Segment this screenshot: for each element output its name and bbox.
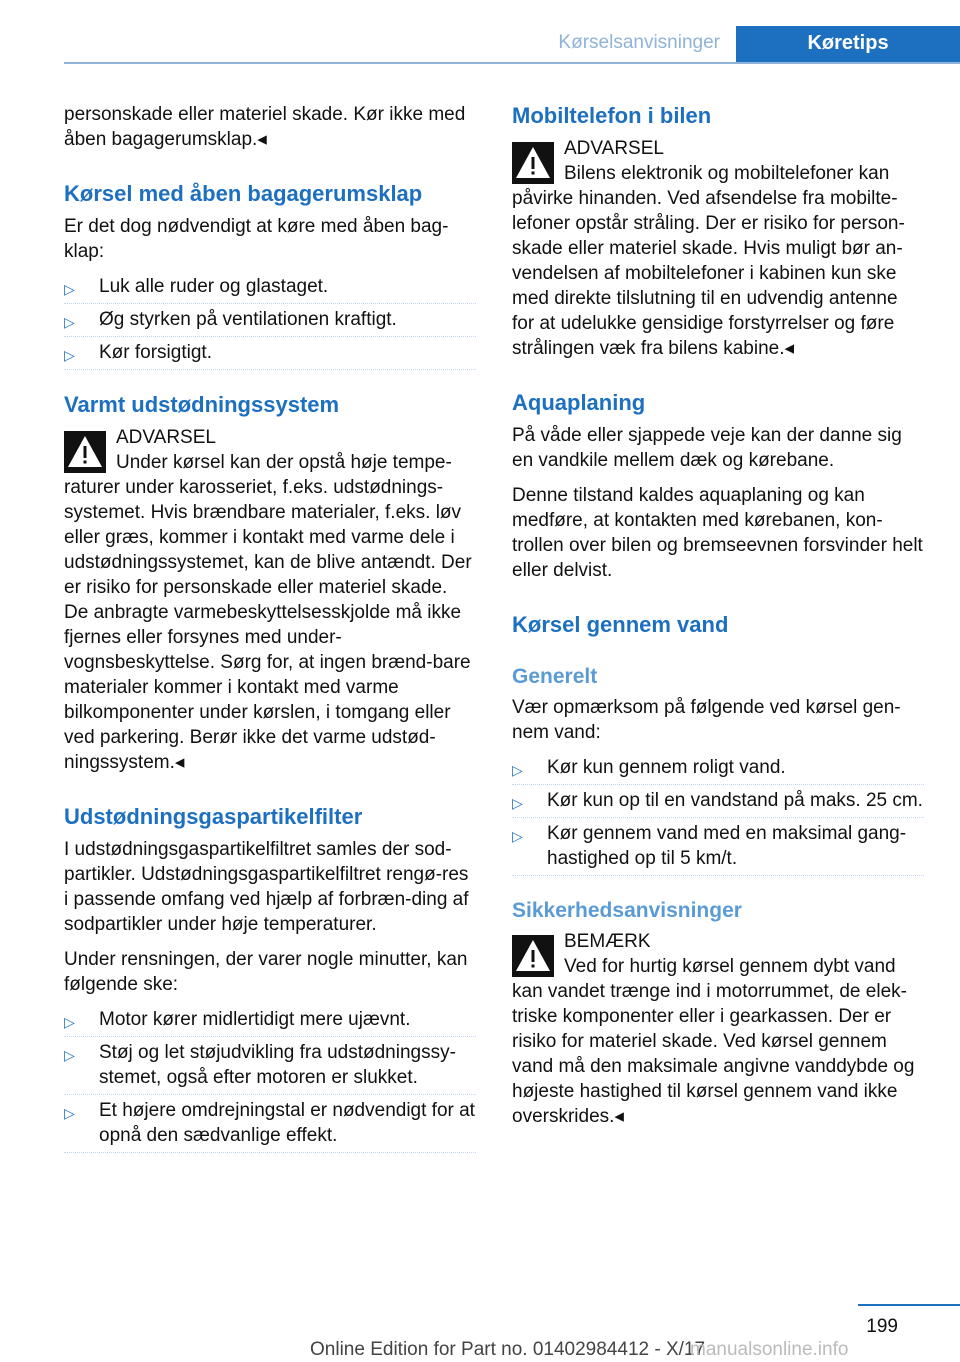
watermark: manualsonline.info — [690, 1339, 849, 1360]
list-item: ▷ Kør kun op til en vandstand på maks. 25 cm. — [512, 788, 924, 813]
bullet-triangle-icon: ▷ — [64, 1047, 75, 1063]
bullet-triangle-icon: ▷ — [512, 828, 523, 844]
list-item: ▷ Et højere omdrejningstal er nødvendigt for at opnå den sædvanlige effekt. — [64, 1100, 475, 1146]
particle-filter-list — [64, 1007, 476, 1148]
notice-block — [512, 929, 924, 1129]
warning-icon — [512, 142, 554, 184]
heading-hot-exhaust: Varmt udstødningssystem — [64, 392, 340, 417]
heading-particle-filter: Udstødningsgaspartikelfilter — [64, 804, 363, 829]
header-bar — [64, 26, 960, 64]
open-trunk-text: Er det dog nødvendigt at køre med åben bag‐klap: — [64, 216, 449, 262]
warning-block — [64, 425, 476, 775]
left-column — [64, 102, 476, 1156]
aquaplaning-p2: Denne tilstand kaldes aquaplaning og kan medføre, at kontakten med kørebanen, kon‐trollen over bilen og bremseevnen forsvinder helt eller delvist. — [512, 485, 923, 581]
notice-label: BEMÆRK — [564, 931, 651, 952]
warning-text: Bilens elektronik og mobiltelefoner kan påvirke hinanden. Ved afsendelse fra mobilte‐lefoner opstår stråling. Der er risiko for person‐skade eller materiel skade. Hvis muligt bør an‐vendelsen af mobiltelefoner i kabinen kun ske med direkte tilslutning til en udvendig antenne for at udelukke gensidige forstyrrelser og føre strålingen væk fra bilens kabine.◂ — [512, 163, 905, 359]
intro-paragraph: personskade eller materiel skade. Kør ikke med åben bagagerumsklap.◂ — [64, 104, 466, 150]
list-item: ▷ Kør gennem vand med en maksimal gang‐hastighed op til 5 km/t. — [512, 821, 924, 871]
particle-filter-p2: Under rensningen, der varer nogle minutter, kan følgende ske: — [64, 949, 468, 995]
heading-mobile-phone: Mobiltelefon i bilen — [512, 103, 712, 128]
subheading-safety: Sikkerhedsanvisninger — [512, 899, 742, 922]
heading-open-trunk: Kørsel med åben bagagerumsklap — [64, 181, 423, 206]
page-footer — [0, 1304, 960, 1360]
bullet-triangle-icon: ▷ — [64, 1014, 75, 1030]
bullet-triangle-icon: ▷ — [512, 762, 523, 778]
heading-water-driving: Kørsel gennem vand — [512, 612, 729, 637]
aquaplaning-p1: På våde eller sjappede veje kan der danne sig en vandkile mellem dæk og kørebane. — [512, 425, 902, 471]
heading-aquaplaning: Aquaplaning — [512, 390, 646, 415]
list-item: ▷ Kør kun gennem roligt vand. — [512, 755, 924, 780]
list-item: ▷ Luk alle ruder og glastaget. — [64, 274, 476, 299]
bullet-triangle-icon: ▷ — [64, 347, 75, 363]
list-item: ▷ Øg styrken på ventilationen kraftigt. — [64, 307, 476, 332]
page-number: 199 — [866, 1316, 898, 1337]
notice-text: Ved for hurtig kørsel gennem dybt vand kan vandet trænge ind i motorrummet, de elek‐triske komponenter eller i gearkassen. Der er risiko for materiel skade. Ved kørsel gennem vand må den maksimale angivne vanddybde og højeste hastighed til kørsel gennem vand ikke overskrides.◂ — [512, 956, 915, 1127]
particle-filter-p1: I udstødningsgaspartikelfiltret samles der sod‐partikler. Udstødningsgaspartikelfiltret rengø‐res i passende omfang ved hjælp af forbræn‐ding af sodpartikler under høje temperaturer. — [64, 839, 469, 935]
water-driving-list — [512, 755, 924, 871]
warning-icon — [64, 431, 106, 473]
page-number-rule — [858, 1304, 960, 1306]
right-column — [512, 102, 924, 1139]
list-item: ▷ Motor kører midlertidigt mere ujævnt. — [64, 1007, 476, 1032]
subheading-general: Generelt — [512, 665, 598, 688]
edition-note: Online Edition for Part no. 01402984412 - X/17 — [310, 1339, 706, 1360]
bullet-triangle-icon: ▷ — [64, 1105, 75, 1121]
warning-label: ADVARSEL — [564, 138, 664, 159]
bullet-triangle-icon: ▷ — [512, 795, 523, 811]
bullet-triangle-icon: ▷ — [64, 281, 75, 297]
tab-koeretips[interactable]: Køretips — [736, 26, 960, 62]
warning-block — [512, 136, 924, 361]
section-breadcrumb[interactable]: Kørselsanvisninger — [558, 32, 720, 53]
list-item: ▷ Kør forsigtigt. — [64, 340, 476, 365]
bullet-triangle-icon: ▷ — [64, 314, 75, 330]
warning-text: Under kørsel kan der opstå høje tempe‐raturer under karosseriet, f.eks. udstødnings‐systemet. Hvis brændbare materialer, f.eks. løv eller græs, kommer i kontakt med varme dele i udstødningssystemet, kan de blive antændt. Der er risiko for personskade eller materiel skade. De anbragte varmebeskyttelsesskjolde må ikke fjernes eller forsynes med under‐vognsbeskyttelse. Sørg for, at ingen brænd‐bare materialer kommer i kontakt med varme bilkomponenter under kørslen, i tomgang eller ved parkering. Berør ikke det varme udstød‐ningssystem.◂ — [64, 452, 472, 773]
warning-icon — [512, 935, 554, 977]
water-driving-text: Vær opmærksom på følgende ved kørsel gen‐nem vand: — [512, 697, 901, 743]
open-trunk-list — [64, 274, 476, 365]
list-item: ▷ Støj og let støjudvikling fra udstødningssy‐stemet, også efter motoren er slukket. — [64, 1040, 476, 1090]
warning-label: ADVARSEL — [116, 427, 216, 448]
